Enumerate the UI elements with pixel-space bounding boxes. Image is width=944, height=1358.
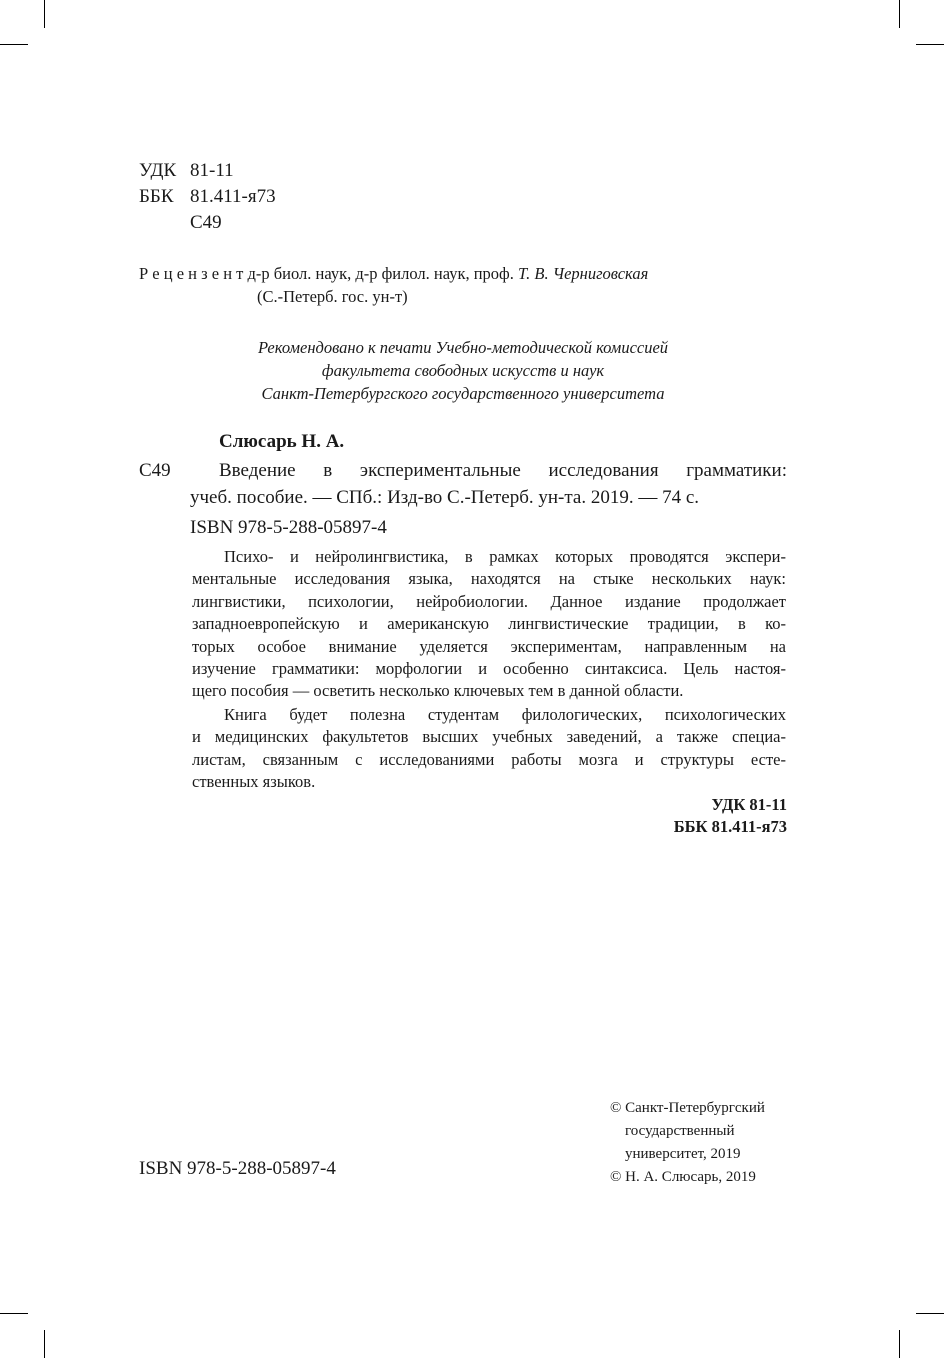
footer-isbn: ISBN 978-5-288-05897-4 (139, 1158, 336, 1179)
crop-mark-top-left-horizontal (0, 44, 28, 45)
reviewer-label: Р е ц е н з е н т (139, 264, 244, 283)
udk-label: УДК (139, 160, 177, 181)
crop-mark-bottom-right-horizontal (916, 1313, 944, 1314)
abstract-paragraph-2 (192, 704, 786, 794)
copyright-line: государственный (625, 1123, 735, 1139)
abstract-line: и медицинских факультетов высших учебных заведений, а также специа- (192, 727, 786, 747)
bbk-value: 81.411-я73 (190, 186, 276, 207)
index-bbk: ББК 81.411-я73 (673, 817, 787, 836)
abstract-line: западноевропейскую и американскую лингвистические традиции, в ко- (192, 614, 786, 634)
bbk-label: ББК (139, 186, 174, 207)
copyright-block (610, 1097, 765, 1189)
abstract-line: щего пособия — осветить несколько ключевых тем в данной области. (192, 681, 684, 701)
abstract-paragraph-1 (192, 546, 786, 703)
author-sign: С49 (190, 212, 222, 233)
abstract-line: лингвистики, психологии, нейробиологии. Данное издание продолжает (192, 591, 786, 611)
abstract-line: Психо- и нейролингвистика, в рамках которых проводятся экспери- (224, 547, 786, 566)
abstract-line: ственных языков. (192, 772, 316, 792)
crop-mark-top-left-vertical (44, 0, 45, 28)
abstract-line: листам, связанным с исследованиями работы мозга и структуры есте- (192, 749, 786, 769)
crop-mark-bottom-left-horizontal (0, 1313, 28, 1314)
copyright-line: университет, 2019 (625, 1146, 741, 1162)
abstract-line: торых особое внимание уделяется экспериментам, направленным на (192, 636, 786, 656)
reviewer-name: Т. В. Черниговская (517, 264, 649, 283)
crop-mark-top-right-vertical (899, 0, 900, 28)
reviewer-credentials: д-р биол. наук, д-р филол. наук, проф. (247, 264, 514, 283)
recommendation-block (180, 336, 746, 405)
reviewer-affiliation: (С.-Петерб. гос. ун-т) (257, 287, 408, 306)
recommendation-line: Санкт-Петербургского государственного университета (261, 384, 665, 403)
index-udk: УДК 81-11 (711, 795, 787, 814)
catalog-author: Слюсарь Н. А. (219, 431, 345, 452)
abstract-line: изучение грамматики: морфологии и особенно синтаксиса. Цель настоя- (192, 658, 786, 678)
reviewer-line (139, 263, 648, 285)
abstract-line: Книга будет полезна студентам филологических, психологических (224, 705, 786, 724)
abstract-line: ментальные исследования языка, находятся на стыке нескольких наук: (192, 569, 786, 589)
crop-mark-bottom-left-vertical (44, 1330, 45, 1358)
catalog-isbn: ISBN 978-5-288-05897-4 (190, 517, 387, 538)
recommendation-line: факультета свободных искусств и наук (321, 361, 605, 380)
copyright-line: © Н. А. Слюсарь, 2019 (610, 1169, 756, 1185)
crop-mark-top-right-horizontal (916, 44, 944, 45)
catalog-title-line2: учеб. пособие. — СПб.: Изд-во С.-Петерб. ун-та. 2019. — 74 с. (190, 487, 700, 508)
udk-value: 81-11 (190, 160, 234, 181)
crop-mark-bottom-right-vertical (899, 1330, 900, 1358)
catalog-sign: С49 (139, 460, 171, 481)
recommendation-line: Рекомендовано к печати Учебно-методической комиссией (257, 338, 669, 357)
catalog-title-line1: Введение в экспериментальные исследования грамматики: (219, 460, 787, 481)
copyright-line: © Санкт-Петербургский (610, 1100, 765, 1116)
